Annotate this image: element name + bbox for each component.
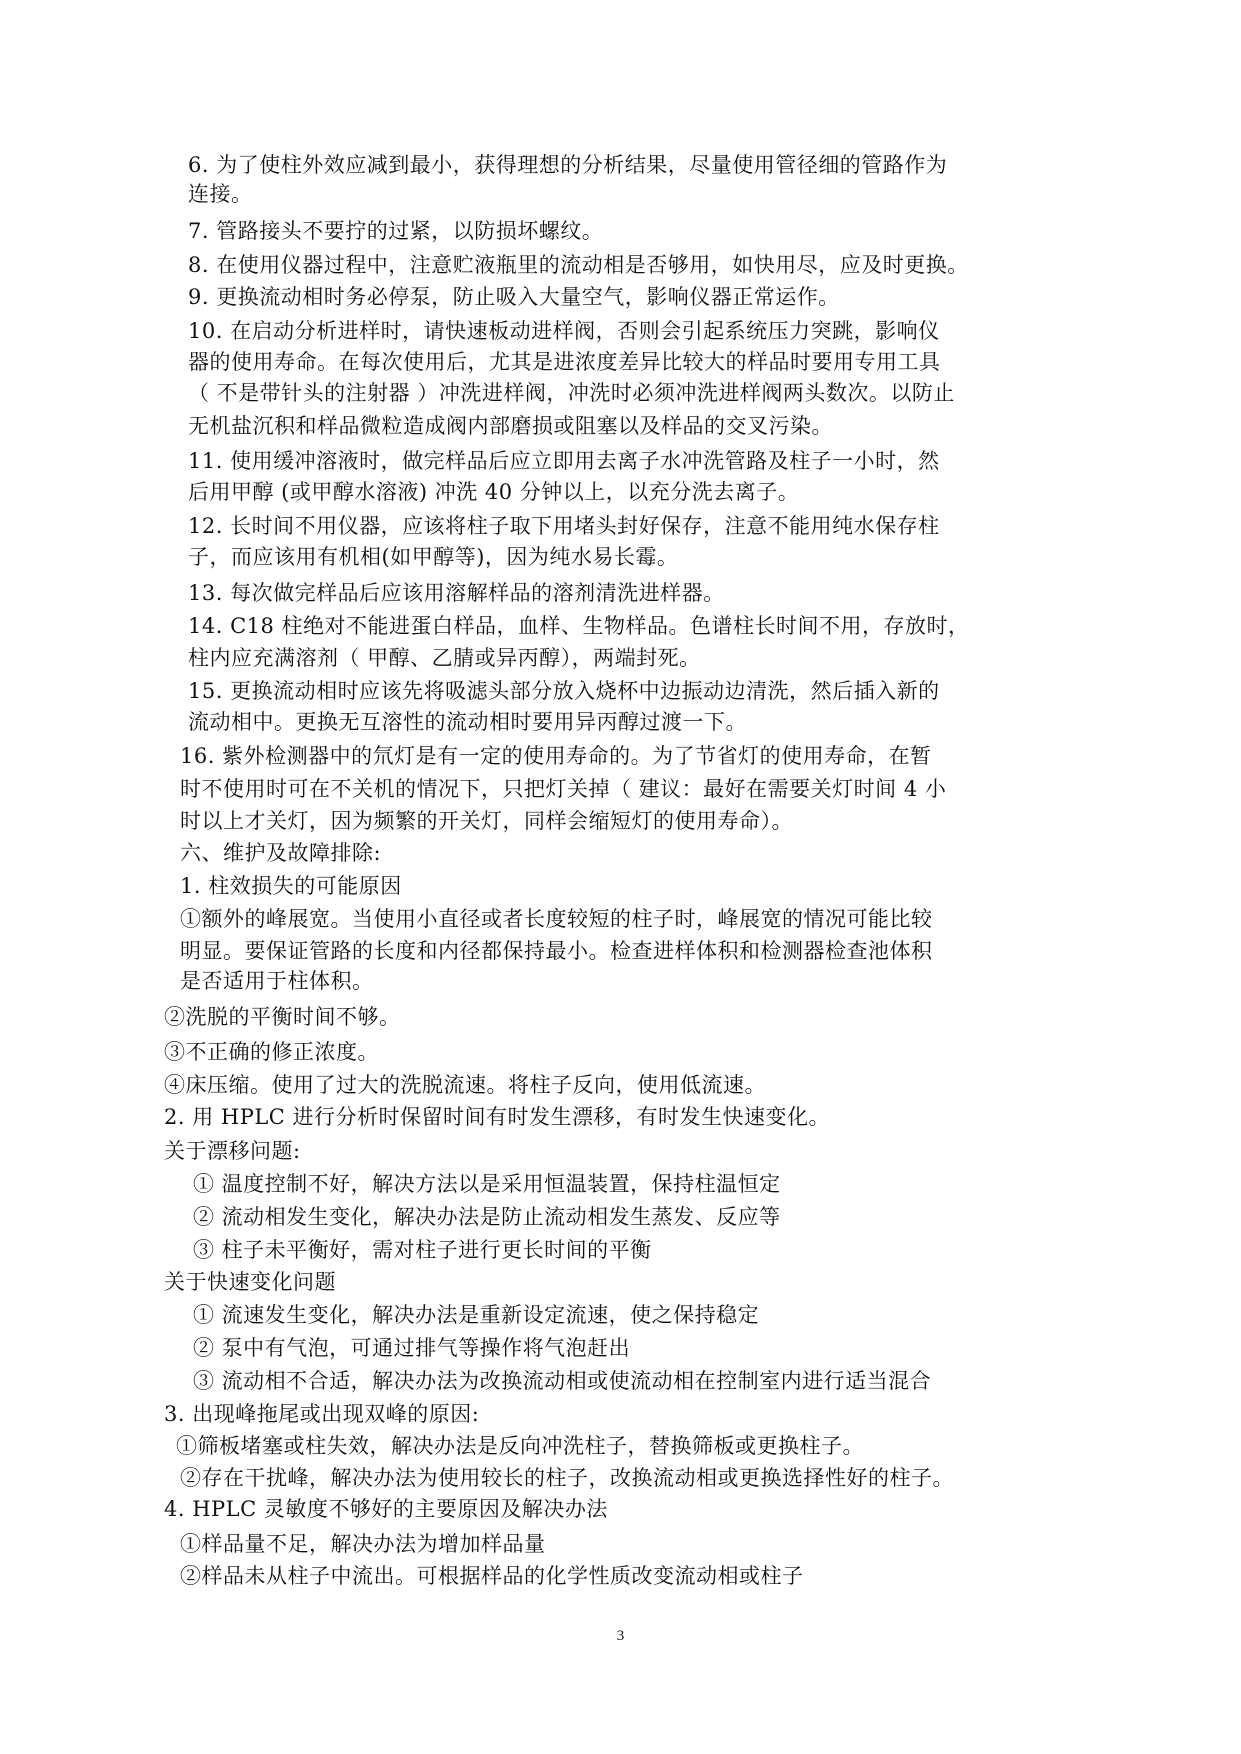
list-item: ② 流动相发生变化，解决办法是防止流动相发生蒸发、反应等 bbox=[193, 1205, 781, 1229]
text-line: 后用甲醇 (或甲醇水溶液) 冲洗 40 分钟以上，以充分洗去离子。 bbox=[188, 480, 800, 504]
text-line: （ 不是带针头的注射器 ）冲洗进样阀，冲洗时必须冲洗进样阀两头数次。以防止 bbox=[188, 381, 955, 405]
text-line: 15. 更换流动相时应该先将吸滤头部分放入烧杯中边振动边清洗，然后插入新的 bbox=[188, 679, 940, 703]
text-line: 连接。 bbox=[188, 182, 253, 206]
text-line: 6. 为了使柱外效应减到最小，获得理想的分析结果，尽量使用管径细的管路作为 bbox=[188, 153, 948, 177]
text-line: 12. 长时间不用仪器，应该将柱子取下用堵头封好保存，注意不能用纯水保存柱 bbox=[188, 514, 940, 538]
list-item: ①筛板堵塞或柱失效，解决办法是反向冲洗柱子，替换筛板或更换柱子。 bbox=[176, 1434, 864, 1458]
list-item: ②样品未从柱子中流出。可根据样品的化学性质改变流动相或柱子 bbox=[180, 1564, 804, 1588]
text-line: 时不使用时可在不关机的情况下，只把灯关掉（ 建议：最好在需要关灯时间 4 小 bbox=[180, 777, 947, 801]
text-line: ①额外的峰展宽。当使用小直径或者长度较短的柱子时，峰展宽的情况可能比较 bbox=[180, 907, 933, 931]
text-line: 16. 紫外检测器中的氘灯是有一定的使用寿命的。为了节省灯的使用寿命，在暂 bbox=[180, 744, 932, 768]
text-line: 13. 每次做完样品后应该用溶解样品的溶剂清洗进样器。 bbox=[188, 581, 725, 605]
list-item: ②存在干扰峰，解决办法为使用较长的柱子，改换流动相或更换选择性好的柱子。 bbox=[180, 1466, 954, 1490]
text-line: 关于漂移问题: bbox=[164, 1139, 301, 1163]
list-item: ③ 柱子未平衡好，需对柱子进行更长时间的平衡 bbox=[193, 1238, 652, 1262]
text-line: 11. 使用缓冲溶液时，做完样品后应立即用去离子水冲洗管路及柱子一小时，然 bbox=[188, 449, 940, 473]
text-line: ④床压缩。使用了过大的洗脱流速。将柱子反向，使用低流速。 bbox=[164, 1073, 766, 1097]
list-item: ② 泵中有气泡，可通过排气等操作将气泡赶出 bbox=[193, 1336, 631, 1360]
subsection-heading: 2. 用 HPLC 进行分析时保留时间有时发生漂移，有时发生快速变化。 bbox=[164, 1105, 831, 1129]
list-item: ①样品量不足，解决办法为增加样品量 bbox=[180, 1532, 546, 1556]
text-line: 10. 在启动分析进样时，请快速板动进样阀，否则会引起系统压力突跳，影响仪 bbox=[188, 319, 940, 343]
list-item: ① 温度控制不好，解决方法以是采用恒温装置，保持柱温恒定 bbox=[193, 1172, 781, 1196]
subsection-heading: 1. 柱效损失的可能原因 bbox=[180, 874, 402, 898]
text-line: 柱内应充满溶剂（ 甲醇、乙腈或异丙醇），两端封死。 bbox=[188, 646, 701, 670]
text-line: 7. 管路接头不要拧的过紧，以防损坏螺纹。 bbox=[188, 219, 604, 243]
text-line: 8. 在使用仪器过程中，注意贮液瓶里的流动相是否够用，如快用尽，应及时更换。 bbox=[188, 253, 969, 277]
list-item: ③ 流动相不合适，解决办法为改换流动相或使流动相在控制室内进行适当混合 bbox=[193, 1369, 932, 1393]
text-line: 器的使用寿命。在每次使用后，尤其是进浓度差异比较大的样品时要用专用工具 bbox=[188, 350, 941, 374]
page-number: 3 bbox=[616, 1628, 625, 1644]
text-line: 明显。要保证管路的长度和内径都保持最小。检查进样体积和检测器检查池体积 bbox=[180, 939, 933, 963]
text-line: ②洗脱的平衡时间不够。 bbox=[164, 1005, 401, 1029]
text-line: 14. C18 柱绝对不能进蛋白样品，血样、生物样品。色谱柱长时间不用，存放时， bbox=[188, 614, 970, 638]
section-heading: 六、维护及故障排除: bbox=[180, 841, 382, 865]
text-line: 关于快速变化问题 bbox=[164, 1270, 336, 1294]
text-line: 时以上才关灯，因为频繁的开关灯，同样会缩短灯的使用寿命）。 bbox=[180, 809, 793, 833]
list-item: ① 流速发生变化，解决办法是重新设定流速，使之保持稳定 bbox=[193, 1303, 760, 1327]
text-line: 无机盐沉积和样品微粒造成阀内部磨损或阻塞以及样品的交叉污染。 bbox=[188, 414, 833, 438]
text-line: 子，而应该用有机相(如甲醇等)，因为纯水易长霉。 bbox=[188, 545, 679, 569]
subsection-heading: 3. 出现峰拖尾或出现双峰的原因: bbox=[164, 1402, 480, 1426]
text-line: 是否适用于柱体积。 bbox=[180, 969, 374, 993]
text-line: ③不正确的修正浓度。 bbox=[164, 1040, 379, 1064]
text-line: 流动相中。更换无互溶性的流动相时要用异丙醇过渡一下。 bbox=[188, 710, 747, 734]
subsection-heading: 4. HPLC 灵敏度不够好的主要原因及解决办法 bbox=[164, 1497, 608, 1521]
text-line: 9. 更换流动相时务必停泵，防止吸入大量空气，影响仪器正常运作。 bbox=[188, 285, 840, 309]
